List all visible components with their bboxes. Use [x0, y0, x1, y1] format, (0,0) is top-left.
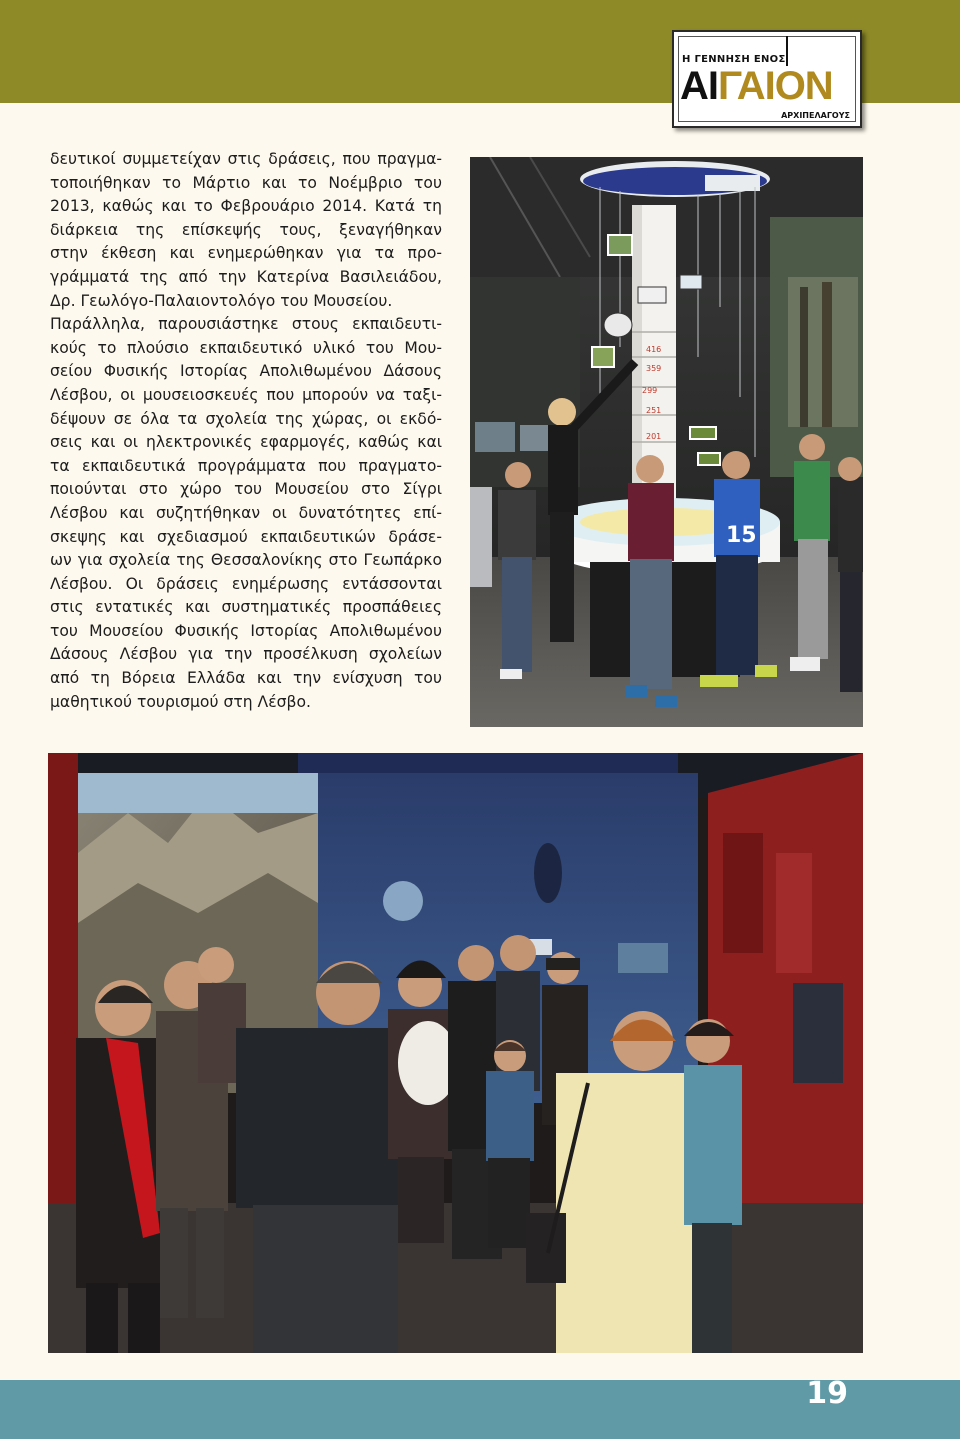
- logo-divider: [786, 36, 788, 66]
- article-line: διάρκεια της επίσκεψής τους, ξεναγήθηκαν: [50, 220, 442, 239]
- article-line: Λέσβου και συζητήθηκαν οι δυνατότητες επί-: [50, 503, 442, 522]
- article-line: Λέσβου. Οι δράσεις ενημέρωσης εντάσσονται: [50, 574, 442, 593]
- article-line: ων για σχολεία της Θεσσαλονίκης στο Γεωπάρκο: [50, 551, 442, 570]
- page-number: 19: [806, 1376, 848, 1411]
- article-line: στις εντατικές και συστηματικές προσπάθειες: [50, 598, 442, 617]
- article-line: μαθητικού τουρισμού στη Λέσβο.: [50, 692, 311, 711]
- article-line: τοποιήθηκαν το Μάρτιο και το Νοέμβριο του: [50, 173, 442, 192]
- article-line: τα εκπαιδευτικά προγράμματα που πραγματο-: [50, 456, 442, 475]
- logo-main-b: ΓΑΙΟΝ: [718, 64, 833, 108]
- photo-museum-visitors: [48, 753, 863, 1353]
- column-label: 201: [646, 432, 662, 441]
- column-label: 299: [642, 386, 658, 395]
- aigaion-logo: [672, 30, 862, 128]
- article-line: σεις και οι ηλεκτρονικές εφαρμογές, καθώς και: [50, 433, 442, 452]
- article-line: σείου Φυσικής Ιστορίας Απολιθωμένου Δάσους: [50, 362, 442, 381]
- article-line: δευτικοί συμμετείχαν στις δράσεις, που πραγμα-: [50, 150, 442, 168]
- article-line: του Μουσείου Φυσικής Ιστορίας Απολιθωμένου: [50, 621, 442, 640]
- column-label: 416: [646, 345, 662, 354]
- article-line: 2013, καθώς και το Φεβρουάριο 2014. Κατά τη: [50, 197, 442, 216]
- logo-main-text: [680, 66, 833, 106]
- column-label: 251: [646, 406, 662, 415]
- article-line: Παράλληλα, παρουσιάστηκε στους εκπαιδευτι-: [50, 315, 442, 334]
- article-text: [50, 148, 442, 714]
- logo-sub-text: ΑΡΧΙΠΕΛΑΓΟΥΣ: [781, 111, 850, 120]
- article-line: Λέσβου, οι μουσειοσκευές που μπορούν να ταξι-: [50, 385, 442, 404]
- logo-top-text: Η ΓΕΝΝΗΣΗ ΕΝΟΣ: [682, 54, 786, 65]
- article-line: από τη Βόρεια Ελλάδα και την ενίσχυση του: [50, 669, 442, 688]
- jersey-number: 15: [726, 523, 757, 548]
- article-line: Δρ. Γεωλόγο-Παλαιοντολόγο του Μουσείου.: [50, 291, 393, 310]
- article-line: στην έκθεση και ενημερώθηκαν για τα προ-: [50, 244, 442, 263]
- logo-main-a: ΑΙ: [680, 64, 718, 108]
- column-label: 359: [646, 364, 662, 373]
- article-line: κούς το πλούσιο εκπαιδευτικό υλικό του Μου-: [50, 338, 442, 357]
- photo-museum-exhibit-column: [470, 157, 863, 727]
- article-line: δέψουν σε όλα τα σχολεία της χώρας, οι εκδό-: [50, 409, 442, 428]
- article-line: γράμματά της από την Κατερίνα Βασιλειάδου,: [50, 267, 442, 286]
- article-line: ποιούνται στο χώρο του Μουσείου στο Σίγρι: [50, 480, 442, 499]
- article-line: σκεψης και σχεδιασμού εκπαιδευτικών δράσε-: [50, 527, 442, 546]
- article-line: Δάσους Λέσβου για την προσέλκυση σχολείων: [50, 645, 442, 664]
